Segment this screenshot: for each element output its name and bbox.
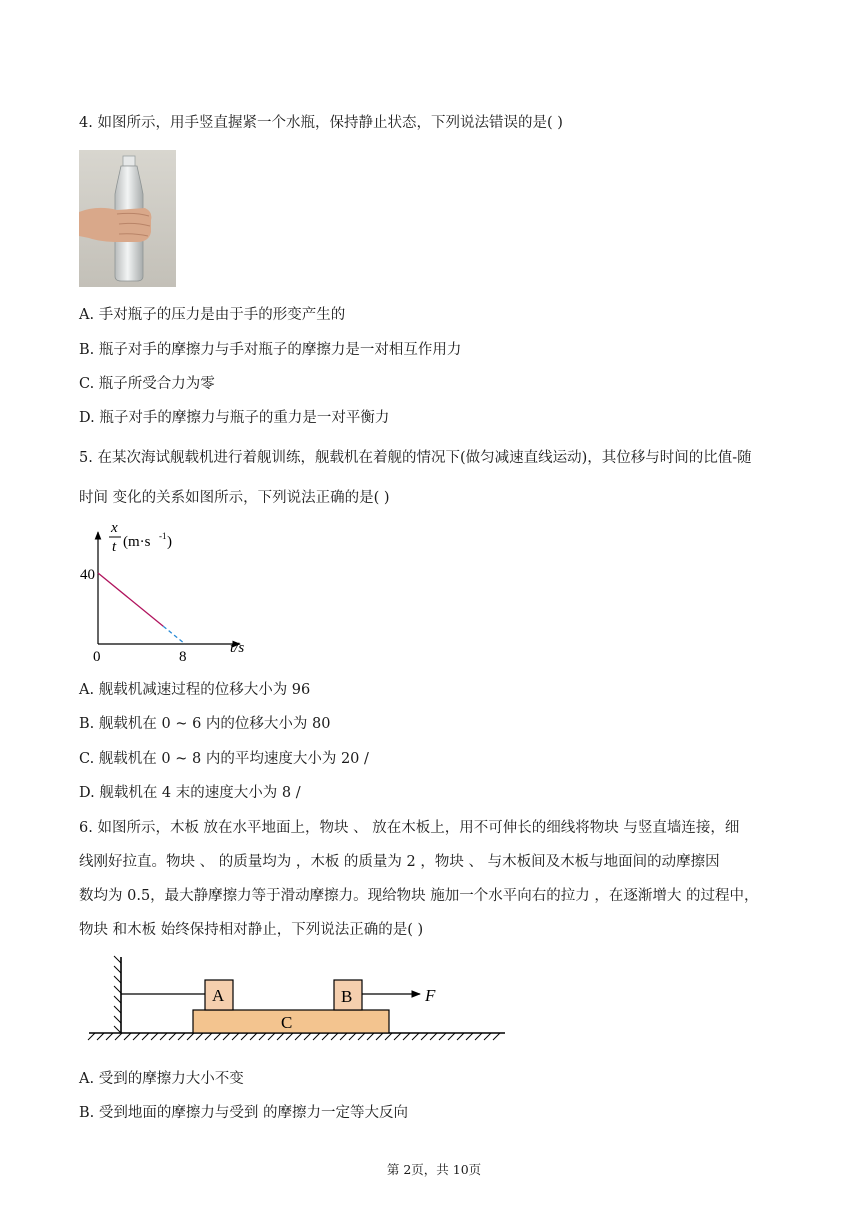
- water-bottle-photo: [79, 150, 176, 287]
- q6-stem-line4: 物块 和木板 始终保持相对静止，下列说法正确的是( ): [79, 922, 424, 938]
- q5-stem-line2: 时间 变化的关系如图所示，下列说法正确的是( ): [79, 490, 390, 506]
- q6-stem-line2: 线刚好拉直。物块 、 的质量均为 ，木板 的质量为 2 ，物块 、 与木板间及木板与地面间的动摩擦因: [79, 854, 720, 870]
- q6-stem-line1: 6. 如图所示，木板 放在水平地面上，物块 、 放在木板上，用不可伸长的细线将物块 与竖直墙连接，细: [79, 820, 740, 836]
- q4-option-a: A. 手对瓶子的压力是由于手的形变产生的: [79, 307, 346, 323]
- velocity-ratio-graph: [80, 520, 260, 669]
- y-tick-label: 40: [80, 567, 95, 583]
- page-footer: 第 2页，共 10页: [386, 1162, 482, 1177]
- q5-option-c: C. 舰载机在 0 ~ 8 内的平均速度大小为 20 /: [79, 751, 369, 767]
- q5-option-d: D. 舰载机在 4 末的速度大小为 8 /: [79, 785, 301, 801]
- q6-stem-line3: 数均为 0.5，最大静摩擦力等于滑动摩擦力。现给物块 施加一个水平向右的拉力 ，在逐渐增大 的过程中，: [79, 888, 759, 904]
- series-dashed-line: [163, 626, 185, 644]
- series-solid-line: [98, 573, 163, 626]
- q6-option-b: B. 受到地面的摩擦力与受到 的摩擦力一定等大反向: [79, 1105, 408, 1121]
- block-a-label: A: [212, 986, 225, 1005]
- board-blocks-diagram: [85, 953, 515, 1047]
- q4-option-c: C. 瓶子所受合力为零: [79, 376, 215, 392]
- origin-label: 0: [93, 649, 101, 665]
- q4-option-d: D. 瓶子对手的摩擦力与瓶子的重力是一对平衡力: [79, 410, 390, 426]
- q5-option-b: B. 舰载机在 0 ~ 6 内的位移大小为 80: [79, 716, 331, 732]
- ground: [88, 1033, 505, 1040]
- q6-option-a: A. 受到的摩擦力大小不变: [79, 1071, 244, 1087]
- y-label-exponent: -1: [159, 531, 167, 541]
- y-label-denominator: t: [112, 539, 117, 555]
- q5-option-a: A. 舰载机减速过程的位移大小为 96: [79, 682, 311, 698]
- x-axis-label: t/s: [230, 640, 245, 656]
- q4-option-b: B. 瓶子对手的摩擦力与手对瓶子的摩擦力是一对相互作用力: [79, 342, 462, 358]
- y-label-unit: (m·s: [123, 534, 151, 550]
- x-tick-label: 8: [179, 649, 187, 665]
- block-b-label: B: [341, 987, 353, 1006]
- wall: [114, 956, 121, 1033]
- y-label-close: ): [167, 534, 172, 550]
- y-label-numerator: x: [111, 520, 118, 536]
- board-c-label: C: [281, 1013, 293, 1032]
- q4-stem: 4. 如图所示，用手竖直握紧一个水瓶，保持静止状态，下列说法错误的是( ): [79, 115, 563, 131]
- force-label: F: [425, 986, 436, 1005]
- q5-stem-line1: 5. 在某次海试舰载机进行着舰训练，舰载机在着舰的情况下(做匀减速直线运动)，其位移与时间的比值-随: [79, 450, 752, 466]
